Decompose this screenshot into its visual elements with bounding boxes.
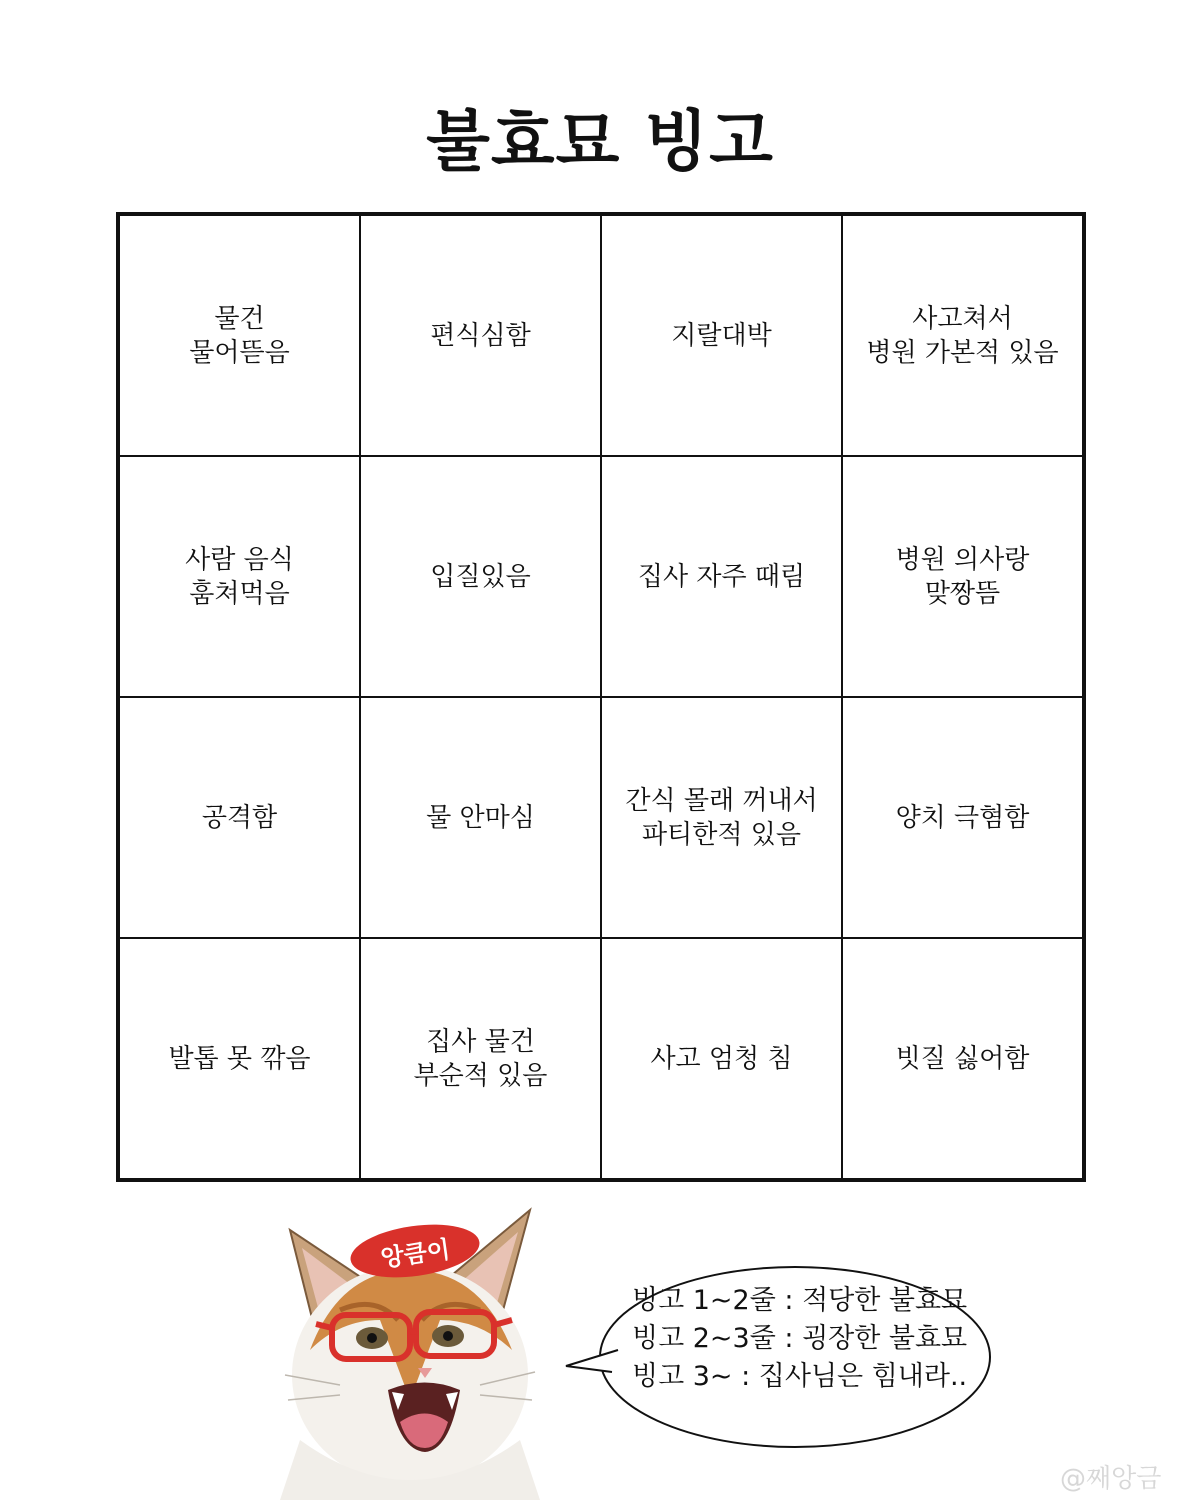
bingo-cell[interactable]: 빗질 싫어함 <box>842 938 1083 1179</box>
page-title: 불효묘 빙고 <box>426 103 774 180</box>
bingo-grid <box>116 212 1086 1182</box>
bingo-cell[interactable]: 사고쳐서 병원 가본적 있음 <box>842 215 1083 456</box>
speech-line: 빙고 2~3줄 : 굉장한 불효묘 <box>632 1323 968 1354</box>
cat-name-badge: 앙큼이 <box>347 1217 483 1285</box>
bingo-cell[interactable]: 물건 물어뜯음 <box>119 215 360 456</box>
bingo-cell[interactable]: 사고 엄청 침 <box>601 938 842 1179</box>
bingo-cell[interactable]: 병원 의사랑 맞짱뜸 <box>842 456 1083 697</box>
bingo-cell[interactable]: 입질있음 <box>360 456 601 697</box>
bingo-cell[interactable]: 지랄대박 <box>601 215 842 456</box>
bingo-cell[interactable]: 간식 몰래 꺼내서 파티한적 있음 <box>601 697 842 938</box>
speech-line: 빙고 3~ : 집사님은 힘내라.. <box>632 1361 968 1392</box>
bingo-cell[interactable]: 물 안마심 <box>360 697 601 938</box>
bingo-cell[interactable]: 공격함 <box>119 697 360 938</box>
bingo-cell[interactable]: 집사 물건 부순적 있음 <box>360 938 601 1179</box>
bingo-cell[interactable]: 양치 극혐함 <box>842 697 1083 938</box>
bingo-cell[interactable]: 편식심함 <box>360 215 601 456</box>
watermark: @째앙금 <box>1060 1464 1162 1494</box>
bingo-cell[interactable]: 사람 음식 훔쳐먹음 <box>119 456 360 697</box>
speech-line: 빙고 1~2줄 : 적당한 불효묘 <box>632 1285 968 1316</box>
speech-text <box>632 1282 992 1396</box>
bingo-cell[interactable]: 집사 자주 때림 <box>601 456 842 697</box>
bingo-cell[interactable]: 발톱 못 깎음 <box>119 938 360 1179</box>
